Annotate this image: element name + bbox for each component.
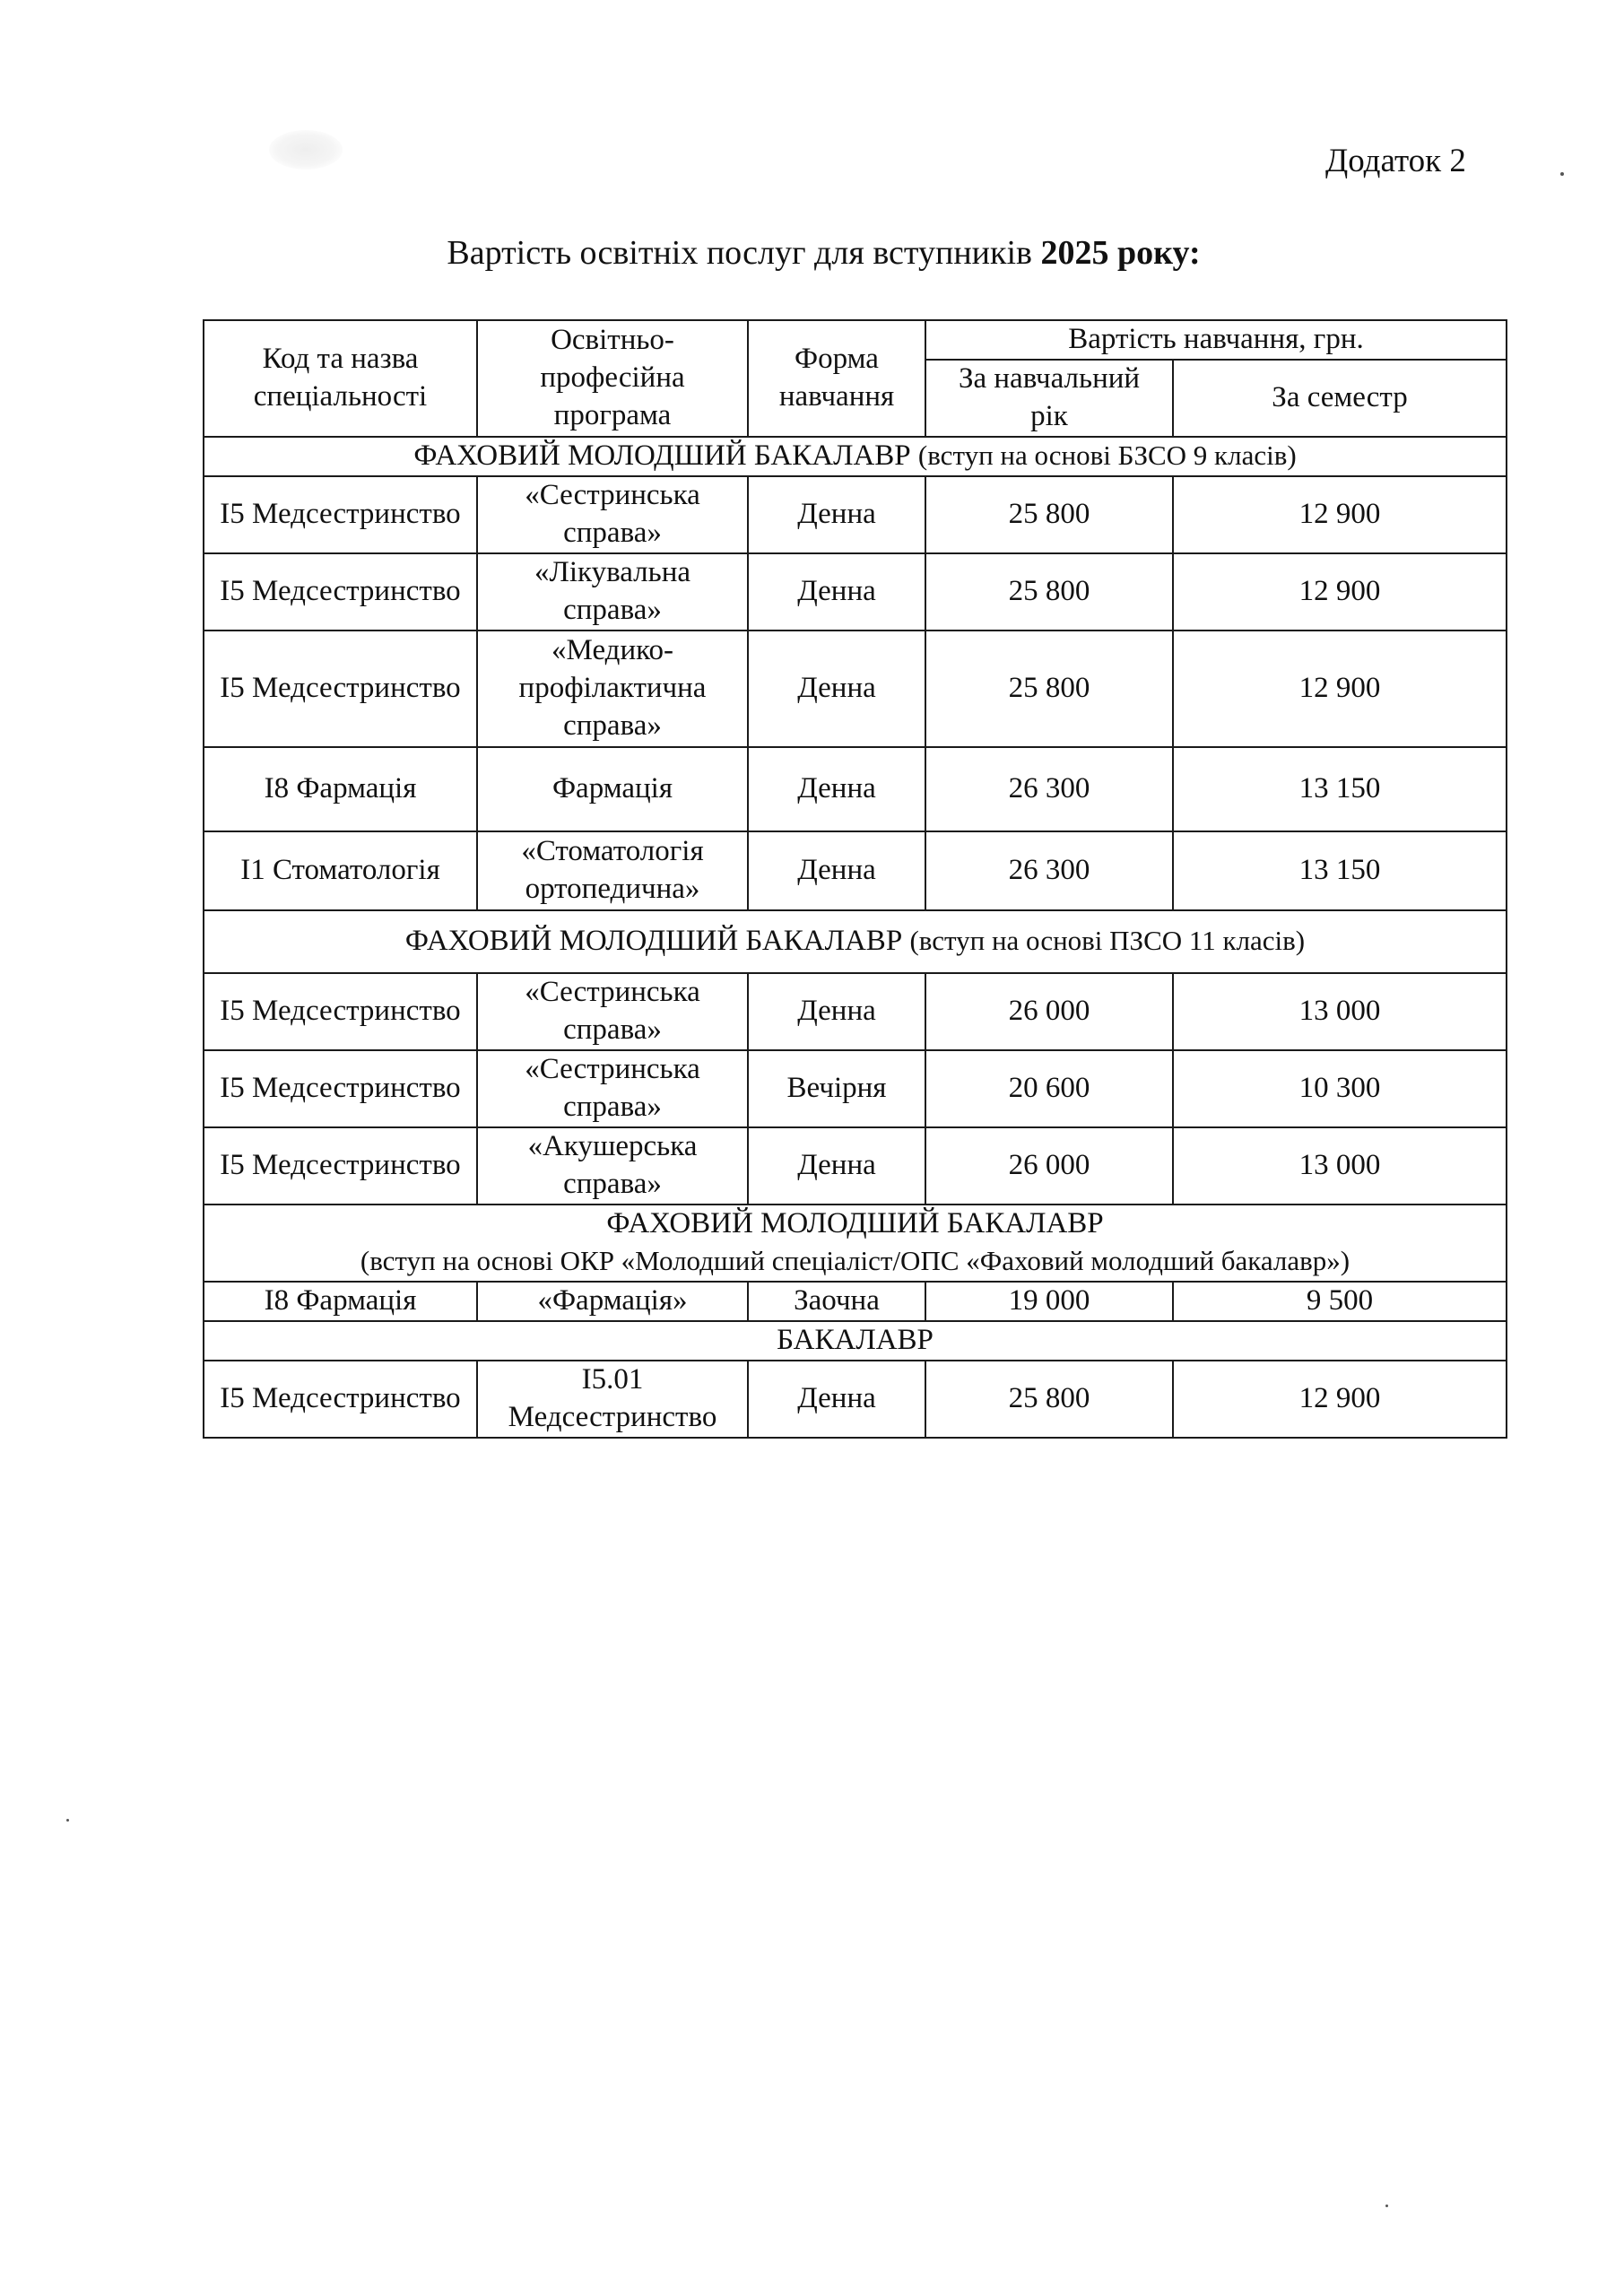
- cell-specialty: І5 Медсестринство: [204, 1361, 477, 1438]
- header-cost-group: Вартість навчання, грн.: [925, 320, 1507, 360]
- table-row: [204, 553, 1507, 631]
- cell-program: «Сестринська справа»: [477, 1050, 748, 1127]
- cell-form: Денна: [748, 973, 925, 1050]
- cell-program: «Медико-профілактична справа»: [477, 631, 748, 747]
- header-per-year: За навчальний рік: [925, 360, 1173, 437]
- table-row: [204, 1361, 1507, 1438]
- cell-per-semester: 12 900: [1173, 631, 1507, 747]
- cell-per-year: 25 800: [925, 476, 1173, 553]
- cell-form: Денна: [748, 1361, 925, 1438]
- section-note: (вступ на основі ОКР «Молодший спеціаліст/ОПС «Фаховий молодший бакалавр»): [360, 1245, 1350, 1276]
- scan-speck: [1560, 172, 1564, 176]
- cell-per-semester: 13 000: [1173, 1127, 1507, 1205]
- section-note: (вступ на основі БЗСО 9 класів): [917, 439, 1297, 472]
- cell-specialty: І8 Фармація: [204, 747, 477, 831]
- section-header-cell: [204, 1205, 1507, 1282]
- cell-specialty: І5 Медсестринство: [204, 1050, 477, 1127]
- cell-per-year: 20 600: [925, 1050, 1173, 1127]
- cell-program: Фармація: [477, 747, 748, 831]
- cell-specialty: І5 Медсестринство: [204, 631, 477, 747]
- header-form: Форма навчання: [748, 320, 925, 437]
- cell-per-year: 26 300: [925, 831, 1173, 910]
- cell-specialty: І5 Медсестринство: [204, 476, 477, 553]
- cell-form: Денна: [748, 476, 925, 553]
- table-row: [204, 1282, 1507, 1321]
- cell-per-semester: 12 900: [1173, 476, 1507, 553]
- section-title: ФАХОВИЙ МОЛОДШИЙ БАКАЛАВР: [413, 439, 911, 473]
- cell-form: Вечірня: [748, 1050, 925, 1127]
- cell-per-year: 26 300: [925, 747, 1173, 831]
- cell-per-semester: 12 900: [1173, 553, 1507, 631]
- cell-per-semester: 9 500: [1173, 1282, 1507, 1321]
- cell-specialty: І8 Фармація: [204, 1282, 477, 1321]
- table-row: [204, 1050, 1507, 1127]
- header-row: [204, 320, 1507, 360]
- cell-form: Денна: [748, 747, 925, 831]
- section-header-row: [204, 1321, 1507, 1361]
- cell-program: «Лікувальна справа»: [477, 553, 748, 631]
- cell-per-year: 25 800: [925, 553, 1173, 631]
- scan-speck: [1385, 2205, 1388, 2207]
- table-row: [204, 476, 1507, 553]
- table-row: [204, 747, 1507, 831]
- cell-form: Денна: [748, 631, 925, 747]
- cell-per-year: 26 000: [925, 973, 1173, 1050]
- title-suffix: :: [1188, 234, 1201, 272]
- scan-speck: [66, 1819, 69, 1822]
- cell-specialty: І5 Медсестринство: [204, 553, 477, 631]
- cell-program: І5.01 Медсестринство: [477, 1361, 748, 1438]
- cell-per-year: 25 800: [925, 1361, 1173, 1438]
- cell-program: «Сестринська справа»: [477, 476, 748, 553]
- header-per-semester: За семестр: [1173, 360, 1507, 437]
- header-specialty: Код та назва спеціальності: [204, 320, 477, 437]
- table-row: [204, 631, 1507, 747]
- section-header-row: [204, 910, 1507, 973]
- table-row: [204, 973, 1507, 1050]
- scan-stain: [269, 130, 343, 170]
- cell-per-year: 25 800: [925, 631, 1173, 747]
- cell-specialty: І5 Медсестринство: [204, 973, 477, 1050]
- appendix-label: Додаток 2: [1325, 143, 1466, 179]
- cell-per-semester: 13 150: [1173, 747, 1507, 831]
- cell-form: Денна: [748, 553, 925, 631]
- section-header-cell: [204, 910, 1507, 973]
- cell-program: «Акушерська справа»: [477, 1127, 748, 1205]
- cell-per-semester: 13 000: [1173, 973, 1507, 1050]
- section-header-row: [204, 1205, 1507, 1282]
- section-note: (вступ на основі ПЗСО 11 класів): [909, 925, 1306, 957]
- cell-specialty: І5 Медсестринство: [204, 1127, 477, 1205]
- section-header-row: [204, 437, 1507, 476]
- cell-form: Денна: [748, 1127, 925, 1205]
- table-row: [204, 1127, 1507, 1205]
- cell-form: Денна: [748, 831, 925, 910]
- section-title: ФАХОВИЙ МОЛОДШИЙ БАКАЛАВР: [404, 925, 903, 958]
- cell-per-semester: 13 150: [1173, 831, 1507, 910]
- page-title: [0, 233, 1624, 273]
- cell-per-year: 26 000: [925, 1127, 1173, 1205]
- section-title: БАКАЛАВР: [777, 1324, 934, 1357]
- cell-per-semester: 10 300: [1173, 1050, 1507, 1127]
- cell-program: «Фармація»: [477, 1282, 748, 1321]
- section-header-cell: [204, 437, 1507, 476]
- section-header-cell: [204, 1321, 1507, 1361]
- cell-specialty: І1 Стоматологія: [204, 831, 477, 910]
- header-program: Освітньо-професійна програма: [477, 320, 748, 437]
- tuition-fees-table: [203, 319, 1507, 1439]
- cell-program: «Стоматологія ортопедична»: [477, 831, 748, 910]
- cell-form: Заочна: [748, 1282, 925, 1321]
- section-title: ФАХОВИЙ МОЛОДШИЙ БАКАЛАВР: [606, 1207, 1104, 1240]
- title-year: 2025 року: [1040, 234, 1189, 272]
- cell-program: «Сестринська справа»: [477, 973, 748, 1050]
- table-row: [204, 831, 1507, 910]
- table-body: [204, 437, 1507, 1438]
- cell-per-year: 19 000: [925, 1282, 1173, 1321]
- title-prefix: Вартість освітніх послуг для вступників: [447, 234, 1041, 272]
- cell-per-semester: 12 900: [1173, 1361, 1507, 1438]
